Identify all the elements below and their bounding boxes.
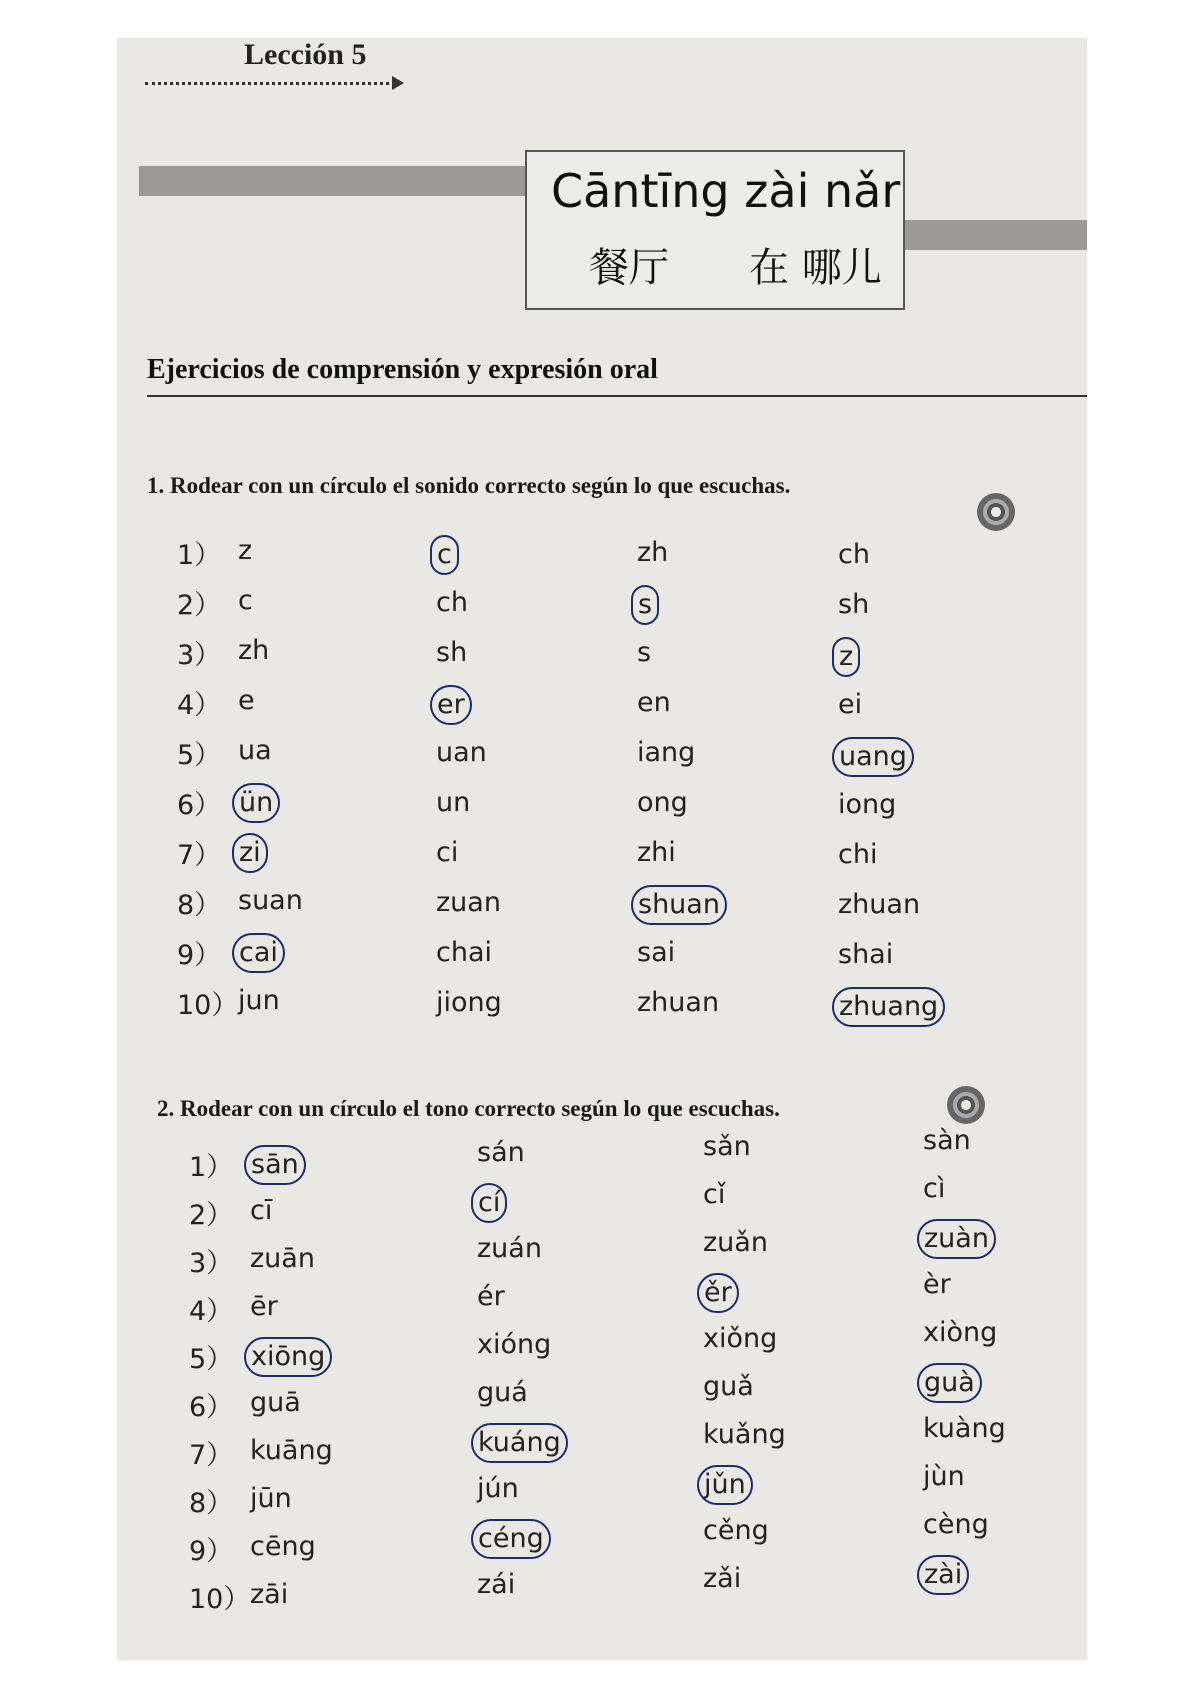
circled-answer-option[interactable]: zi xyxy=(232,833,268,873)
answer-option[interactable]: ēr xyxy=(250,1291,278,1322)
item-number: 8） xyxy=(177,890,222,921)
answer-option[interactable]: shai xyxy=(838,939,894,970)
exercise2-title: 2. Rodear con un círculo el tono correcto según lo que escuchas. xyxy=(157,1096,780,1121)
answer-option[interactable]: zǎi xyxy=(703,1563,742,1594)
circled-answer-option[interactable]: shuan xyxy=(631,885,727,925)
answer-option[interactable]: cǐ xyxy=(703,1179,726,1210)
answer-option[interactable]: jiong xyxy=(436,987,502,1018)
answer-option[interactable]: c xyxy=(238,585,253,616)
answer-option[interactable]: guá xyxy=(477,1377,528,1408)
circled-answer-option[interactable]: s xyxy=(631,585,659,625)
circled-answer-option[interactable]: ěr xyxy=(697,1273,739,1313)
circled-answer-option[interactable]: sān xyxy=(244,1145,306,1185)
answer-option[interactable]: ci xyxy=(436,837,459,868)
answer-option[interactable]: zāi xyxy=(250,1579,289,1610)
title-band-right xyxy=(905,220,1087,250)
answer-option[interactable]: zhi xyxy=(637,837,676,868)
answer-option[interactable]: s xyxy=(637,637,652,668)
answer-option[interactable]: sh xyxy=(436,637,468,668)
answer-option[interactable]: ér xyxy=(477,1281,505,1312)
item-number: 6） xyxy=(189,1392,234,1423)
item-number: 9） xyxy=(177,940,222,971)
item-number: 9） xyxy=(189,1536,234,1567)
answer-option[interactable]: e xyxy=(238,685,255,716)
item-number: 3） xyxy=(177,640,222,671)
item-number: 8） xyxy=(189,1488,234,1519)
circled-answer-option[interactable]: zài xyxy=(917,1555,969,1595)
answer-option[interactable]: ua xyxy=(238,735,272,766)
answer-option[interactable]: kuāng xyxy=(250,1435,333,1466)
answer-option[interactable]: sǎn xyxy=(703,1131,751,1162)
answer-option[interactable]: xiǒng xyxy=(703,1323,778,1354)
circled-answer-option[interactable]: er xyxy=(430,685,472,725)
answer-option[interactable]: guǎ xyxy=(703,1371,754,1402)
answer-option[interactable]: zuǎn xyxy=(703,1227,768,1258)
answer-option[interactable]: zh xyxy=(637,537,669,568)
item-number: 5） xyxy=(177,740,222,771)
answer-option[interactable]: z xyxy=(238,535,253,566)
circled-answer-option[interactable]: jǔn xyxy=(697,1465,753,1505)
answer-option[interactable]: zuan xyxy=(436,887,501,918)
answer-option[interactable]: ong xyxy=(637,787,688,818)
circled-answer-option[interactable]: zuàn xyxy=(917,1219,996,1259)
dotted-line xyxy=(145,82,395,85)
answer-option[interactable]: èr xyxy=(923,1269,951,1300)
answer-option[interactable]: kuǎng xyxy=(703,1419,786,1450)
item-number: 7） xyxy=(177,840,222,871)
answer-option[interactable]: ch xyxy=(838,539,870,570)
answer-option[interactable]: cēng xyxy=(250,1531,316,1562)
item-number: 7） xyxy=(189,1440,234,1471)
answer-option[interactable]: guā xyxy=(250,1387,301,1418)
item-number: 3） xyxy=(189,1248,234,1279)
answer-option[interactable]: sai xyxy=(637,937,676,968)
circled-answer-option[interactable]: cí xyxy=(471,1183,507,1223)
answer-option[interactable]: suan xyxy=(238,885,303,916)
answer-option[interactable]: ch xyxy=(436,587,468,618)
item-number: 2） xyxy=(189,1200,234,1231)
audio-cd-icon[interactable] xyxy=(977,493,1015,531)
answer-option[interactable]: jun xyxy=(238,985,280,1016)
answer-option[interactable]: sàn xyxy=(923,1125,971,1156)
answer-option[interactable]: zhuan xyxy=(637,987,720,1018)
answer-option[interactable]: zái xyxy=(477,1569,516,1600)
circled-answer-option[interactable]: zhuang xyxy=(832,987,945,1027)
item-number: 10） xyxy=(177,990,239,1021)
item-number: 4） xyxy=(189,1296,234,1327)
answer-option[interactable]: zuán xyxy=(477,1233,542,1264)
lesson-title-box xyxy=(525,150,905,310)
lesson-label: Lección 5 xyxy=(244,38,367,71)
answer-option[interactable]: un xyxy=(436,787,471,818)
answer-option[interactable]: zuān xyxy=(250,1243,315,1274)
circled-answer-option[interactable]: kuáng xyxy=(471,1423,568,1463)
lesson-title-pinyin: Cāntīng zài nǎr xyxy=(551,164,901,218)
answer-option[interactable]: zhuan xyxy=(838,889,921,920)
circled-answer-option[interactable]: cai xyxy=(232,933,285,973)
item-number: 2） xyxy=(177,590,222,621)
answer-option[interactable]: sán xyxy=(477,1137,525,1168)
textbook-page xyxy=(117,38,1087,1660)
answer-option[interactable]: kuàng xyxy=(923,1413,1006,1444)
answer-option[interactable]: jūn xyxy=(250,1483,292,1514)
answer-option[interactable]: xióng xyxy=(477,1329,552,1360)
circled-answer-option[interactable]: guà xyxy=(917,1363,982,1403)
answer-option[interactable]: jún xyxy=(477,1473,519,1504)
circled-answer-option[interactable]: z xyxy=(832,637,860,677)
answer-option[interactable]: iong xyxy=(838,789,897,820)
answer-option[interactable]: cī xyxy=(250,1195,273,1226)
circled-answer-option[interactable]: uang xyxy=(832,737,914,777)
answer-option[interactable]: iang xyxy=(637,737,696,768)
circled-answer-option[interactable]: xiōng xyxy=(244,1337,332,1377)
answer-option[interactable]: en xyxy=(637,687,671,718)
circled-answer-option[interactable]: c xyxy=(430,535,459,575)
item-number: 10） xyxy=(189,1584,251,1615)
answer-option[interactable]: xiòng xyxy=(923,1317,998,1348)
section-divider xyxy=(147,395,1087,397)
answer-option[interactable]: jùn xyxy=(923,1461,965,1492)
lesson-title-hanzi: 餐厅 在 哪儿 xyxy=(589,245,882,291)
answer-option[interactable]: chai xyxy=(436,937,493,968)
circled-answer-option[interactable]: ün xyxy=(232,783,280,823)
item-number: 1） xyxy=(189,1152,234,1183)
item-number: 1） xyxy=(177,540,222,571)
answer-option[interactable]: sh xyxy=(838,589,870,620)
audio-cd-icon[interactable] xyxy=(947,1086,985,1124)
answer-option[interactable]: zh xyxy=(238,635,270,666)
item-number: 5） xyxy=(189,1344,234,1375)
answer-option[interactable]: uan xyxy=(436,737,487,768)
item-number: 6） xyxy=(177,790,222,821)
title-band-left xyxy=(139,166,529,196)
answer-option[interactable]: cèng xyxy=(923,1509,989,1540)
exercise1-title: 1. Rodear con un círculo el sonido correcto según lo que escuchas. xyxy=(147,473,791,498)
circled-answer-option[interactable]: céng xyxy=(471,1519,551,1559)
answer-option[interactable]: ei xyxy=(838,689,863,720)
answer-option[interactable]: cěng xyxy=(703,1515,769,1546)
answer-option[interactable]: chi xyxy=(838,839,878,870)
section-heading: Ejercicios de comprensión y expresión oral xyxy=(147,354,658,385)
arrow-icon xyxy=(392,76,404,90)
answer-option[interactable]: cì xyxy=(923,1173,946,1204)
item-number: 4） xyxy=(177,690,222,721)
